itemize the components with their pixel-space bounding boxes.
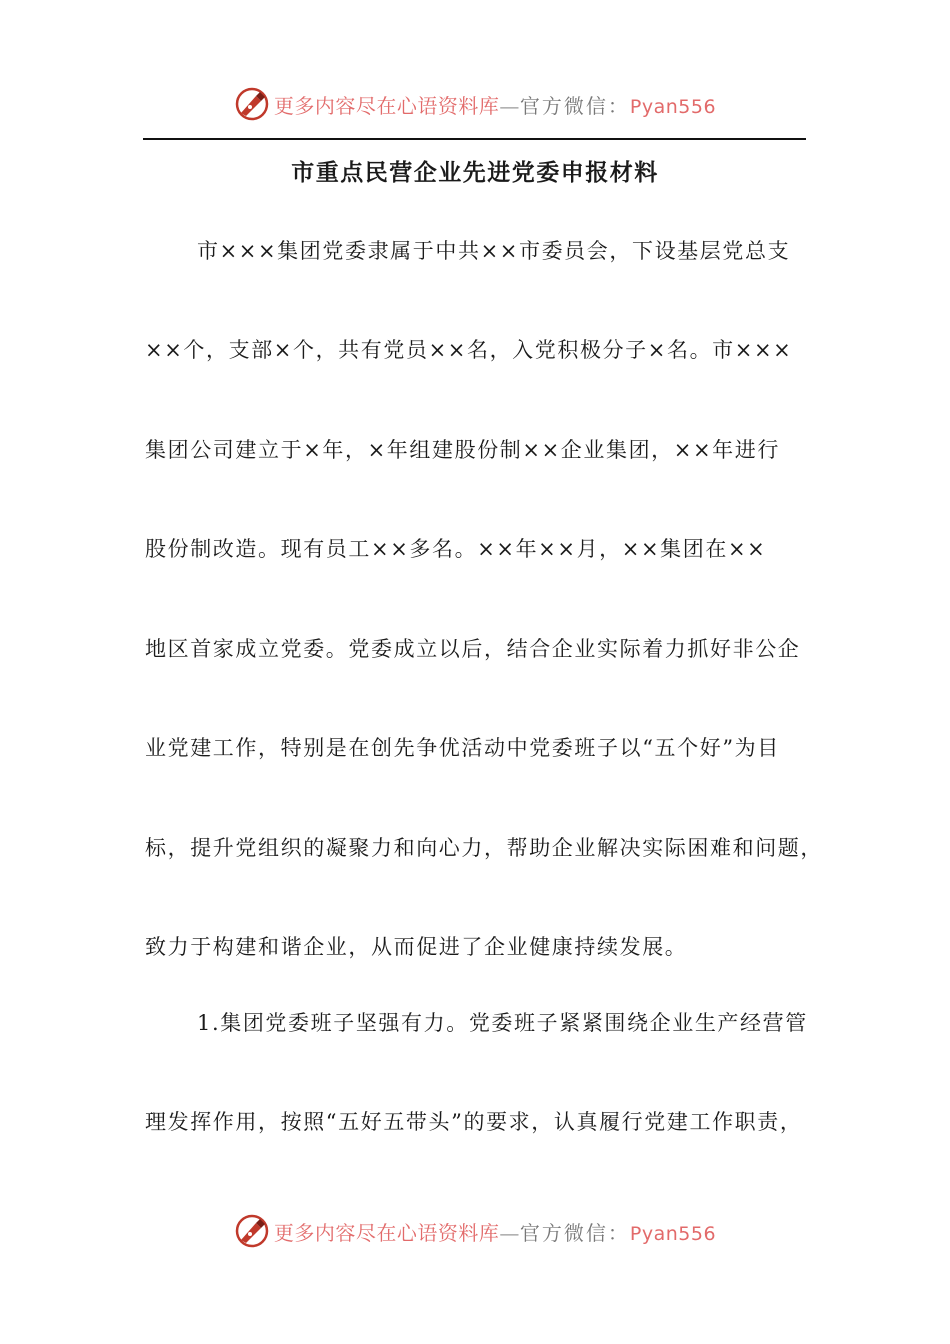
paragraph-line: 集团公司建立于×年，×年组建股份制××企业集团，××年进行 xyxy=(145,438,780,462)
pen-nib-logo-icon xyxy=(234,1213,270,1249)
pen-nib-logo-icon xyxy=(234,86,270,122)
watermark-wechat-id: Pyan556 xyxy=(629,95,717,118)
document-title: 市重点民营企业先进党委申报材料 xyxy=(291,160,659,186)
header-watermark-banner xyxy=(0,84,950,124)
watermark-wechat-label: 官方微信： xyxy=(519,93,630,118)
watermark-dash: — xyxy=(499,93,520,118)
watermark-text xyxy=(274,90,716,119)
footer-watermark-banner xyxy=(0,1211,950,1251)
paragraph-line: 股份制改造。现有员工××多名。××年××月，××集团在×× xyxy=(145,537,767,561)
watermark-wechat-id: Pyan556 xyxy=(629,1222,717,1245)
paragraph-line: 致力于构建和谐企业，从而促进了企业健康持续发展。 xyxy=(145,935,688,959)
watermark-main-text: 更多内容尽在心语资料库 xyxy=(273,1220,500,1245)
header-rule xyxy=(143,138,806,140)
paragraph-line: ××个，支部×个，共有党员××名，入党积极分子×名。市××× xyxy=(145,338,793,362)
paragraph-line: 市×××集团党委隶属于中共××市委员会，下设基层党总支 xyxy=(197,239,791,263)
watermark-text xyxy=(274,1217,716,1246)
paragraph-line: 地区首家成立党委。党委成立以后，结合企业实际着力抓好非公企 xyxy=(145,637,801,661)
watermark-dash: — xyxy=(499,1220,520,1245)
paragraph-line: 业党建工作，特别是在创先争优活动中党委班子以“五个好”为目 xyxy=(145,736,780,760)
paragraph-line: 1.集团党委班子坚强有力。党委班子紧紧围绕企业生产经营管 xyxy=(197,1011,808,1035)
paragraph-line: 理发挥作用，按照“五好五带头”的要求，认真履行党建工作职责， xyxy=(145,1110,803,1134)
watermark-main-text: 更多内容尽在心语资料库 xyxy=(273,93,500,118)
paragraph-line: 标，提升党组织的凝聚力和向心力，帮助企业解决实际困难和问题， xyxy=(145,836,823,860)
watermark-wechat-label: 官方微信： xyxy=(519,1220,630,1245)
